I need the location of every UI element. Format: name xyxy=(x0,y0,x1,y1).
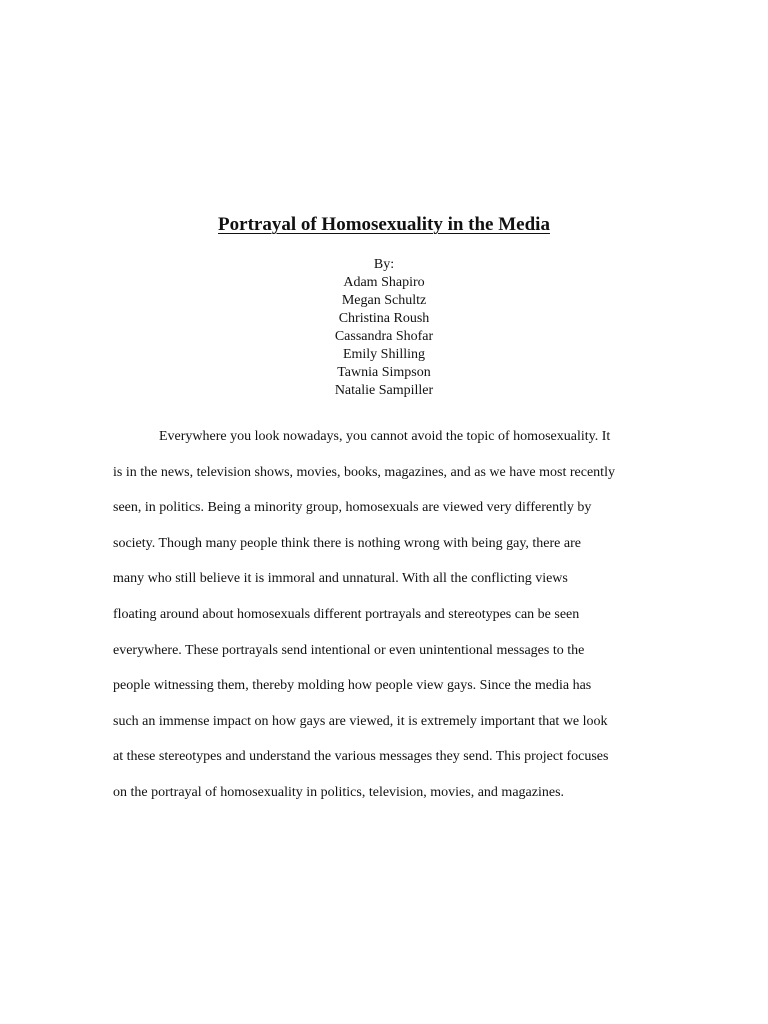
paragraph-line: on the portrayal of homosexuality in politics, television, movies, and magazines. xyxy=(113,784,565,800)
paragraph-line: such an immense impact on how gays are viewed, it is extremely important that we look xyxy=(113,713,608,729)
author-name: Emily Shilling xyxy=(342,347,426,362)
paragraph-line: everywhere. These portrayals send intentional or even unintentional messages to the xyxy=(113,642,585,658)
byline xyxy=(0,256,768,400)
paragraph-line: floating around about homosexuals different portrayals and stereotypes can be seen xyxy=(113,606,580,622)
paragraph-line: society. Though many people think there is nothing wrong with being gay, there are xyxy=(113,535,581,551)
by-label: By: xyxy=(373,257,395,272)
author-name: Adam Shapiro xyxy=(343,275,425,290)
paragraph-line: is in the news, television shows, movies, books, magazines, and as we have most recently xyxy=(113,464,615,480)
author-name: Cassandra Shofar xyxy=(334,329,434,344)
paragraph-line: people witnessing them, thereby molding how people view gays. Since the media has xyxy=(113,678,592,694)
author-name: Christina Roush xyxy=(338,311,430,326)
paragraph-line: at these stereotypes and understand the various messages they send. This project focuses xyxy=(113,749,609,765)
paragraph-line: seen, in politics. Being a minority group, homosexuals are viewed very differently by xyxy=(113,500,592,516)
paragraph-line: many who still believe it is immoral and unnatural. With all the conflicting views xyxy=(113,571,568,587)
body-paragraph xyxy=(113,419,661,811)
author-name: Tawnia Simpson xyxy=(337,365,431,380)
author-name: Natalie Sampiller xyxy=(334,383,434,398)
document-title xyxy=(0,213,768,237)
document-title-text: Portrayal of Homosexuality in the Media xyxy=(218,214,550,235)
author-name: Megan Schultz xyxy=(341,293,427,308)
paragraph-line: Everywhere you look nowadays, you cannot avoid the topic of homosexuality. It xyxy=(159,429,611,444)
